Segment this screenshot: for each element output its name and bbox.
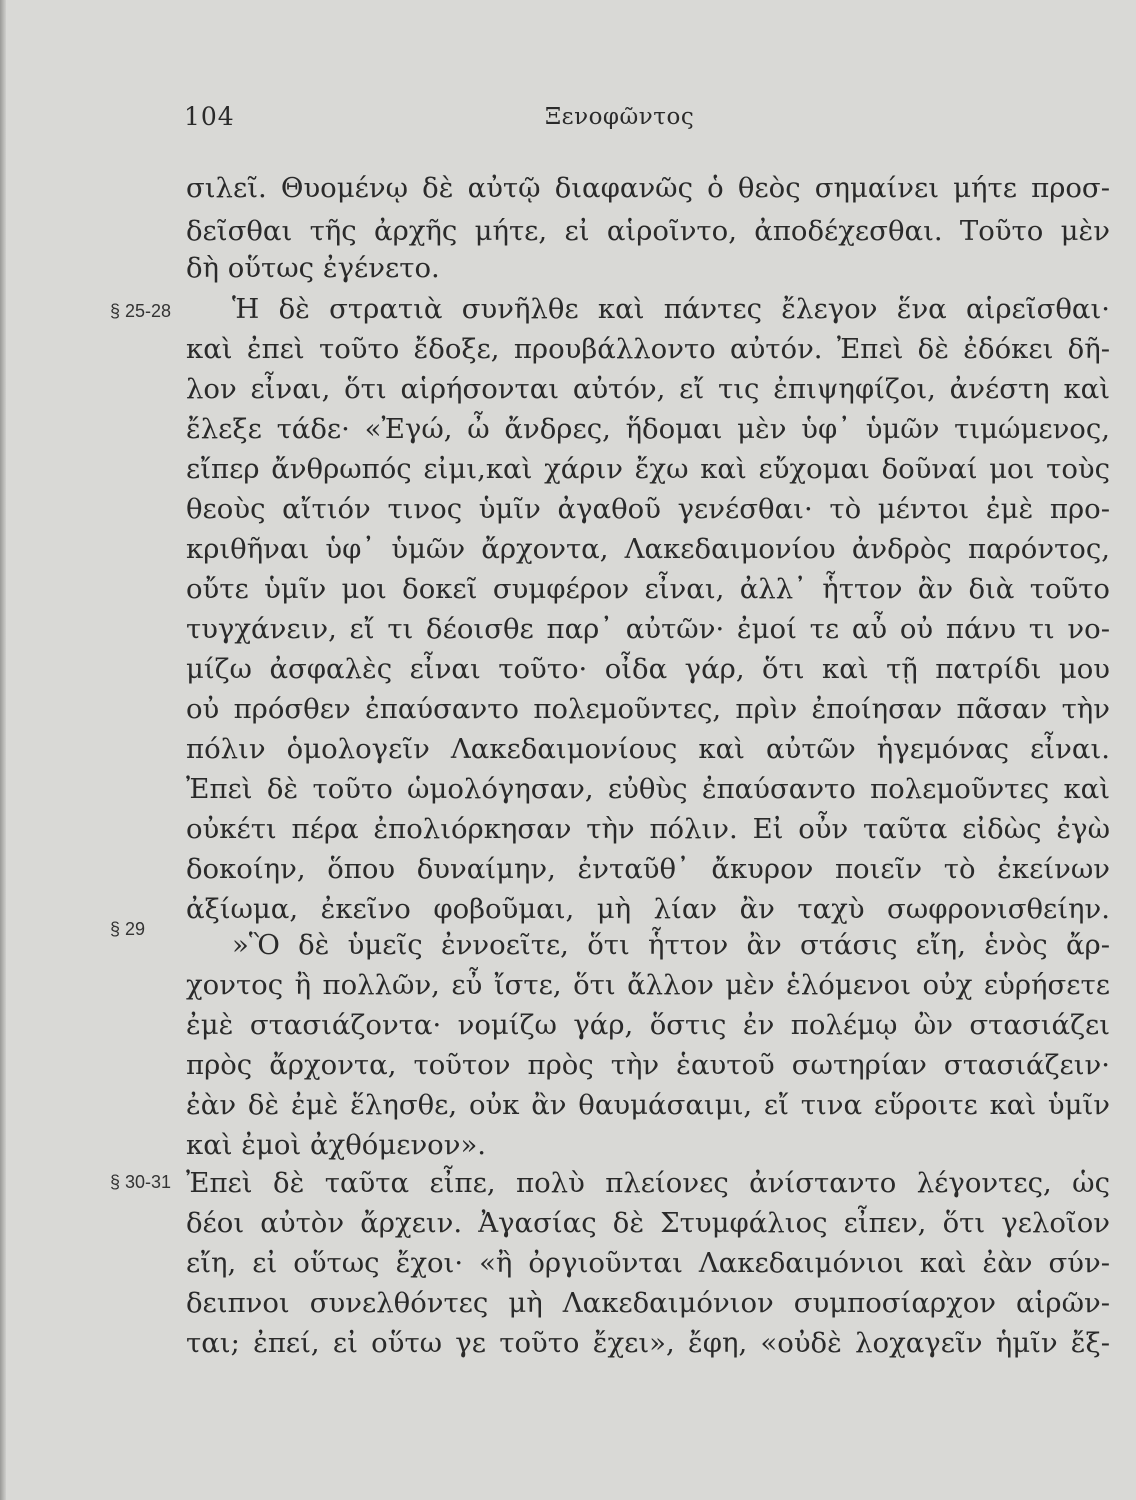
- text-line: οὐ πρόσθεν ἐπαύσαντο πολεμοῦντες, πρὶν ἐποίησαν πᾶσαν τὴν: [186, 693, 1110, 725]
- text-line: Ἡ δὲ στρατιὰ συνῆλθε καὶ πάντες ἔλεγον ἕνα αἱρεῖσθαι·: [232, 293, 1110, 325]
- text-line: εἴπερ ἄνθρωπός εἰμι,καὶ χάριν ἔχω καὶ εὔχομαι δοῦναί μοι τοὺς: [186, 453, 1110, 485]
- text-line: καὶ ἐπεὶ τοῦτο ἔδοξε, προυβάλλοντο αὐτόν. Ἐπεὶ δὲ ἐδόκει δῆ-: [186, 333, 1110, 365]
- text-line: ἔλεξε τάδε· «Ἐγώ, ὦ ἄνδρες, ἥδομαι μὲν ὑφ᾿ ὑμῶν τιμώμενος,: [186, 413, 1110, 445]
- text-line: δὴ οὕτως ἐγένετο.: [186, 252, 440, 284]
- text-line: οὔτε ὑμῖν μοι δοκεῖ συμφέρον εἶναι, ἀλλ᾿ ἧττον ἂν διὰ τοῦτο: [186, 573, 1110, 605]
- text-line: ἐὰν δὲ ἐμὲ ἕλησθε, οὐκ ἂν θαυμάσαιμι, εἴ τινα εὕροιτε καὶ ὑμῖν: [186, 1089, 1110, 1121]
- section-reference: § 29: [110, 919, 146, 939]
- text-line: καὶ ἐμοὶ ἀχθόμενον».: [186, 1129, 487, 1161]
- text-line: δοκοίην, ὅπου δυναίμην, ἐνταῦθ᾿ ἄκυρον ποιεῖν τὸ ἐκείνων: [186, 853, 1110, 885]
- text-line: ἀξίωμα, ἐκεῖνο φοβοῦμαι, μὴ λίαν ἂν ταχὺ σωφρονισθείην.: [186, 893, 1110, 925]
- text-line: μίζω ἀσφαλὲς εἶναι τοῦτο· οἶδα γάρ, ὅτι καὶ τῇ πατρίδι μου: [186, 653, 1110, 685]
- text-line: λον εἶναι, ὅτι αἱρήσονται αὐτόν, εἴ τις ἐπιψηφίζοι, ἀνέστη καὶ: [186, 373, 1110, 405]
- section-reference: § 30-31: [110, 1172, 172, 1192]
- text-line: πόλιν ὁμολογεῖν Λακεδαιμονίους καὶ αὐτῶν ἡγεμόνας εἶναι.: [186, 733, 1110, 765]
- text-line: σιλεῖ. Θυομένῳ δὲ αὐτῷ διαφανῶς ὁ θεὸς σημαίνει μήτε προσ-: [186, 172, 1110, 204]
- text-line: πρὸς ἄρχοντα, τοῦτον πρὸς τὴν ἑαυτοῦ σωτηρίαν στασιάζειν·: [186, 1049, 1110, 1081]
- text-line: δεῖσθαι τῆς ἀρχῆς μήτε, εἰ αἱροῖντο, ἀποδέχεσθαι. Τοῦτο μὲν: [186, 215, 1110, 247]
- text-line: χοντος ἢ πολλῶν, εὖ ἴστε, ὅτι ἄλλον μὲν ἑλόμενοι οὐχ εὑρήσετε: [186, 969, 1110, 1001]
- running-head: Ξενοφῶντος: [545, 104, 695, 130]
- text-line: Ἐπεὶ δὲ ταῦτα εἶπε, πολὺ πλείονες ἀνίσταντο λέγοντες, ὡς: [186, 1167, 1110, 1199]
- text-line: »Ὃ δὲ ὑμεῖς ἐννοεῖτε, ὅτι ἧττον ἂν στάσις εἴη, ἑνὸς ἄρ-: [232, 929, 1110, 961]
- text-line: δειπνοι συνελθόντες μὴ Λακεδαιμόνιον συμποσίαρχον αἱρῶν-: [186, 1287, 1110, 1319]
- text-line: οὐκέτι πέρα ἐπολιόρκησαν τὴν πόλιν. Εἰ οὖν ταῦτα εἰδὼς ἐγὼ: [186, 813, 1110, 845]
- text-line: ται; ἐπεί, εἰ οὕτω γε τοῦτο ἔχει», ἔφη, «οὐδὲ λοχαγεῖν ἡμῖν ἔξ-: [186, 1327, 1110, 1359]
- section-reference: § 25-28: [110, 301, 172, 321]
- text-line: τυγχάνειν, εἴ τι δέοισθε παρ᾿ αὐτῶν· ἐμοί τε αὖ οὐ πάνυ τι νο-: [186, 613, 1110, 645]
- text-line: Ἐπεὶ δὲ τοῦτο ὡμολόγησαν, εὐθὺς ἐπαύσαντο πολεμοῦντες καὶ: [186, 773, 1110, 805]
- text-line: δέοι αὐτὸν ἄρχειν. Ἀγασίας δὲ Στυμφάλιος εἶπεν, ὅτι γελοῖον: [186, 1207, 1110, 1239]
- page-number: 104: [184, 102, 235, 131]
- text-line: ἐμὲ στασιάζοντα· νομίζω γάρ, ὅστις ἐν πολέμῳ ὢν στασιάζει: [186, 1009, 1110, 1041]
- text-line: εἴη, εἰ οὕτως ἔχοι· «ἢ ὀργιοῦνται Λακεδαιμόνιοι καὶ ἐὰν σύν-: [186, 1247, 1110, 1279]
- text-line: θεοὺς αἴτιόν τινος ὑμῖν ἀγαθοῦ γενέσθαι· τὸ μέντοι ἐμὲ προ-: [186, 493, 1110, 525]
- text-line: κριθῆναι ὑφ᾿ ὑμῶν ἄρχοντα, Λακεδαιμονίου ἀνδρὸς παρόντος,: [186, 533, 1110, 565]
- page-edge: [0, 0, 6, 1500]
